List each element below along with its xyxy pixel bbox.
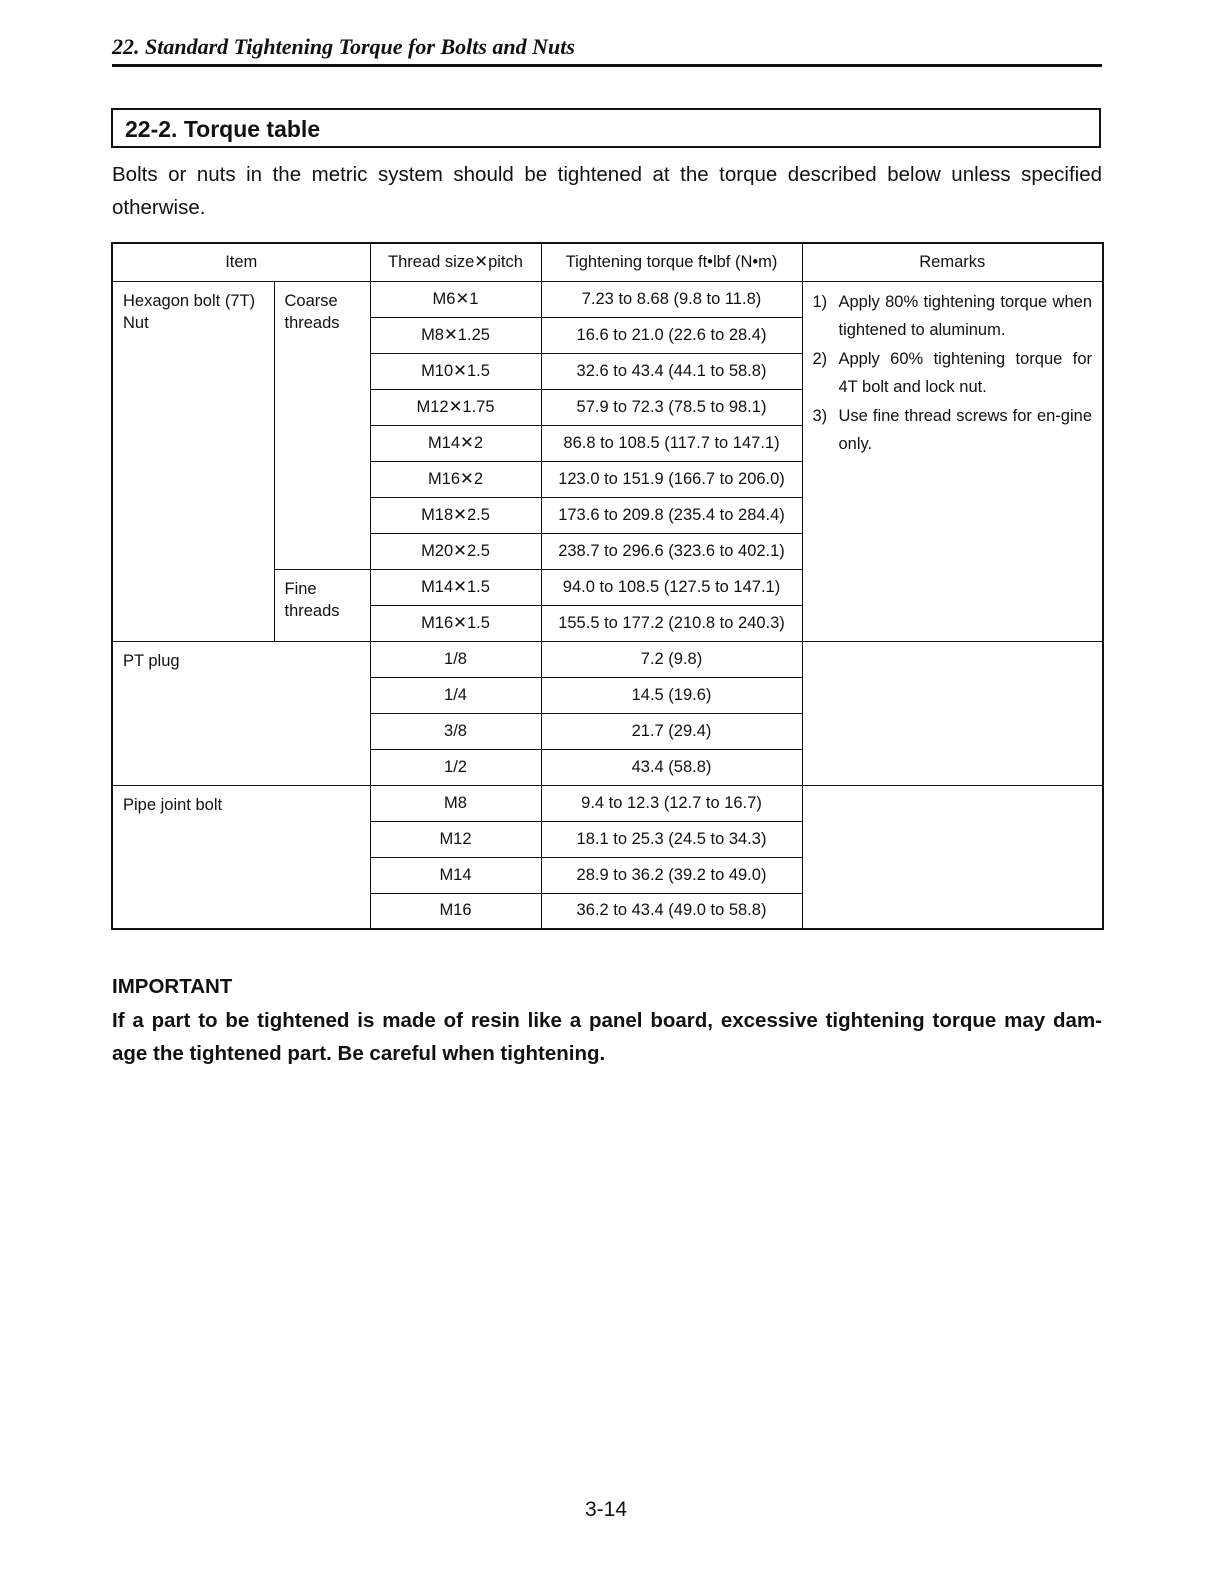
important-body: If a part to be tightened is made of resin like a panel board, excessive tightening torque may dam- age the tightened part. Be careful when tightening.: [112, 1009, 1102, 1065]
table-row: [112, 785, 1103, 821]
thread-size-cell: M12: [370, 821, 541, 857]
torque-cell: 9.4 to 12.3 (12.7 to 16.7): [541, 785, 802, 821]
remarks-cell-empty: [802, 785, 1103, 929]
torque-cell: 16.6 to 21.0 (22.6 to 28.4): [541, 317, 802, 353]
header-rule: [112, 64, 1102, 67]
item-pt-plug: PT plug: [112, 641, 370, 785]
thread-size-cell: 1/8: [370, 641, 541, 677]
thread-size-cell: M12✕1.75: [370, 389, 541, 425]
thread-size-cell: 1/4: [370, 677, 541, 713]
torque-cell: 7.2 (9.8): [541, 641, 802, 677]
remark-1: 1) Apply 80% tightening torque when tightened to aluminum.: [812, 292, 1092, 339]
thread-size-cell: M16✕2: [370, 461, 541, 497]
table-row: [112, 281, 1103, 317]
thread-size-cell: M8: [370, 785, 541, 821]
thread-size-cell: M6✕1: [370, 281, 541, 317]
item-pipe-joint-bolt: Pipe joint bolt: [112, 785, 370, 929]
torque-table: [111, 242, 1104, 930]
subitem-fine-threads: Fine threads: [274, 569, 370, 641]
thread-size-cell: M20✕2.5: [370, 533, 541, 569]
torque-cell: 155.5 to 177.2 (210.8 to 240.3): [541, 605, 802, 641]
torque-cell: 86.8 to 108.5 (117.7 to 147.1): [541, 425, 802, 461]
intro-paragraph: Bolts or nuts in the metric system should be tightened at the torque described below unless specified otherwise.: [112, 163, 1102, 219]
torque-cell: 238.7 to 296.6 (323.6 to 402.1): [541, 533, 802, 569]
thread-size-cell: 3/8: [370, 713, 541, 749]
item-hexagon-bolt: Hexagon bolt (7T) Nut: [112, 281, 274, 641]
table-header-row: [112, 243, 1103, 281]
torque-cell: 7.23 to 8.68 (9.8 to 11.8): [541, 281, 802, 317]
thread-size-cell: M14: [370, 857, 541, 893]
remarks-cell-empty: [802, 641, 1103, 785]
running-head: 22. Standard Tightening Torque for Bolts and Nuts: [112, 34, 575, 59]
torque-cell: 28.9 to 36.2 (39.2 to 49.0): [541, 857, 802, 893]
page-number: 3-14: [584, 1498, 628, 1521]
thread-size-cell: 1/2: [370, 749, 541, 785]
header-item: Item: [112, 243, 370, 281]
section-title: 22-2. Torque table: [125, 116, 321, 142]
thread-size-cell: M14✕2: [370, 425, 541, 461]
torque-cell: 36.2 to 43.4 (49.0 to 58.8): [541, 893, 802, 929]
torque-cell: 94.0 to 108.5 (127.5 to 147.1): [541, 569, 802, 605]
torque-cell: 43.4 (58.8): [541, 749, 802, 785]
table-row: [112, 641, 1103, 677]
thread-size-cell: M16✕1.5: [370, 605, 541, 641]
remark-3: 3) Use fine thread screws for en-gine only.: [812, 406, 1092, 453]
torque-cell: 57.9 to 72.3 (78.5 to 98.1): [541, 389, 802, 425]
thread-size-cell: M16: [370, 893, 541, 929]
thread-size-cell: M18✕2.5: [370, 497, 541, 533]
torque-cell: 123.0 to 151.9 (166.7 to 206.0): [541, 461, 802, 497]
torque-cell: 14.5 (19.6): [541, 677, 802, 713]
subitem-coarse-threads: Coarse threads: [274, 281, 370, 569]
header-tightening-torque: Tightening torque ft•lbf (N•m): [541, 243, 802, 281]
torque-cell: 173.6 to 209.8 (235.4 to 284.4): [541, 497, 802, 533]
torque-cell: 32.6 to 43.4 (44.1 to 58.8): [541, 353, 802, 389]
header-remarks: Remarks: [802, 243, 1103, 281]
remarks-cell: [802, 281, 1103, 641]
torque-cell: 21.7 (29.4): [541, 713, 802, 749]
section-title-box: [111, 108, 1101, 148]
header-thread-size: Thread size✕pitch: [370, 243, 541, 281]
remark-2: 2) Apply 60% tightening torque for 4T bolt and lock nut.: [812, 349, 1092, 396]
torque-cell: 18.1 to 25.3 (24.5 to 34.3): [541, 821, 802, 857]
thread-size-cell: M8✕1.25: [370, 317, 541, 353]
thread-size-cell: M14✕1.5: [370, 569, 541, 605]
important-heading: IMPORTANT: [112, 975, 233, 998]
thread-size-cell: M10✕1.5: [370, 353, 541, 389]
